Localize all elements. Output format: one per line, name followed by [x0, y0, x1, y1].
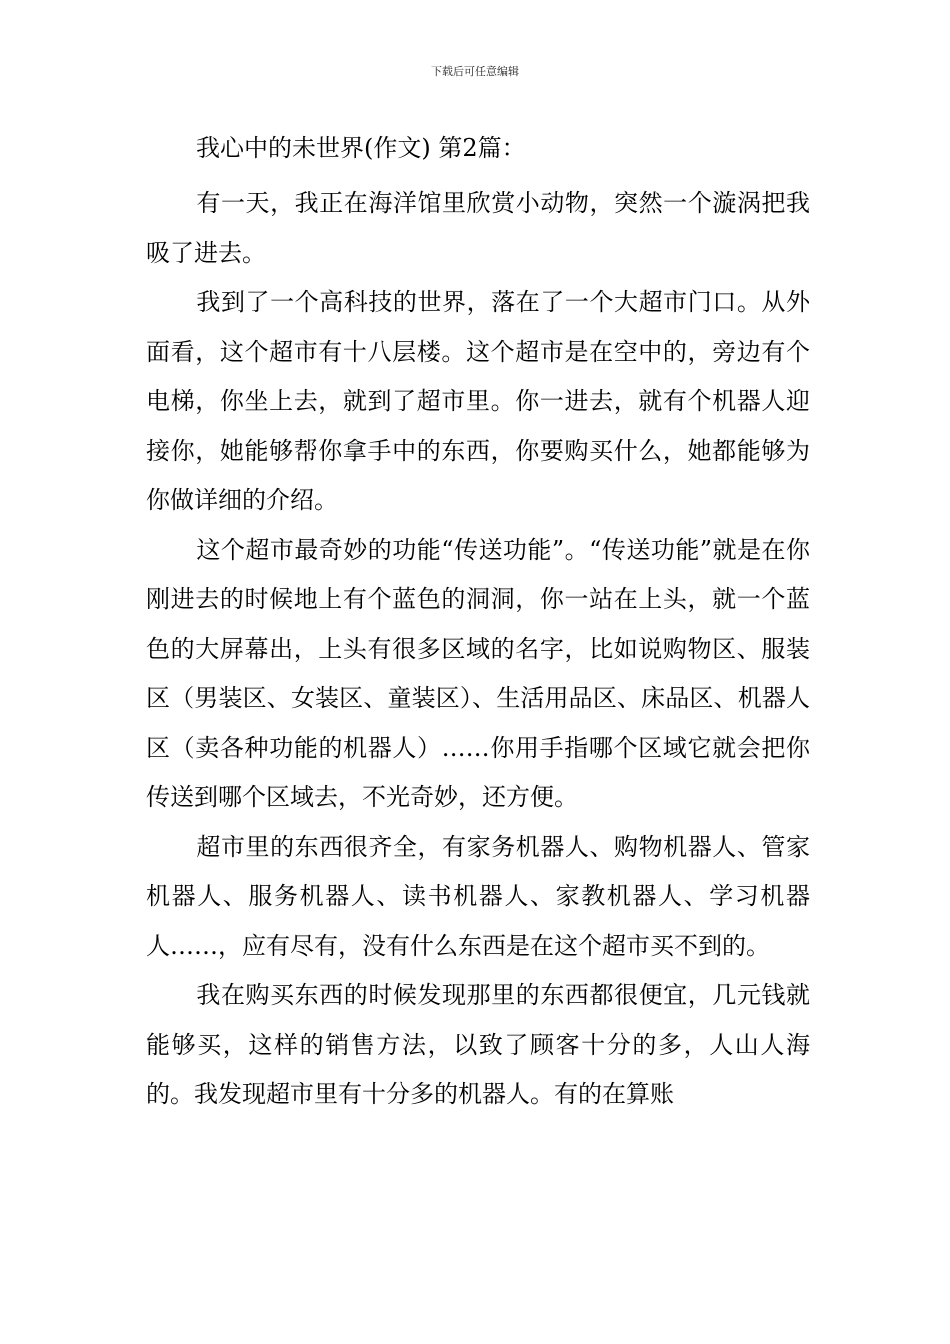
- paragraph: 我到了一个高科技的世界，落在了一个大超市门口。从外面看，这个超市有十八层楼。这个超市是在空中的，旁边有个电梯，你坐上去，就到了超市里。你一进去，就有个机器人迎接你，她能够帮你拿手中的东西，你要购买什么，她都能够为你做详细的介绍。: [146, 288, 810, 514]
- page-header: 下载后可任意编辑: [431, 65, 519, 78]
- paragraph: 有一天，我正在海洋馆里欣赏小动物，突然一个漩涡把我吸了进去。: [146, 189, 810, 267]
- document-title: 我心中的未世界(作文) 第2篇：: [196, 134, 526, 162]
- paragraph: 我在购买东西的时候发现那里的东西都很便宜，几元钱就能够买，这样的销售方法，以致了顾客十分的多，人山人海的。我发现超市里有十分多的机器人。有的在算账: [146, 981, 810, 1108]
- paragraph: 这个超市最奇妙的功能“传送功能”。“传送功能”就是在你刚进去的时候地上有个蓝色的洞洞，你一站在上头，就一个蓝色的大屏幕出，上头有很多区域的名字，比如说购物区、服装区（男装区、女装区、童装区）、生活用品区、床品区、机器人区（卖各种功能的机器人）……你用手指哪个区域它就会把你传送到哪个区域去，不光奇妙，还方便。: [146, 535, 810, 811]
- paragraph: 超市里的东西很齐全，有家务机器人、购物机器人、管家机器人、服务机器人、读书机器人、家教机器人、学习机器人……，应有尽有，没有什么东西是在这个超市买不到的。: [146, 832, 810, 960]
- document-body: [146, 179, 810, 1120]
